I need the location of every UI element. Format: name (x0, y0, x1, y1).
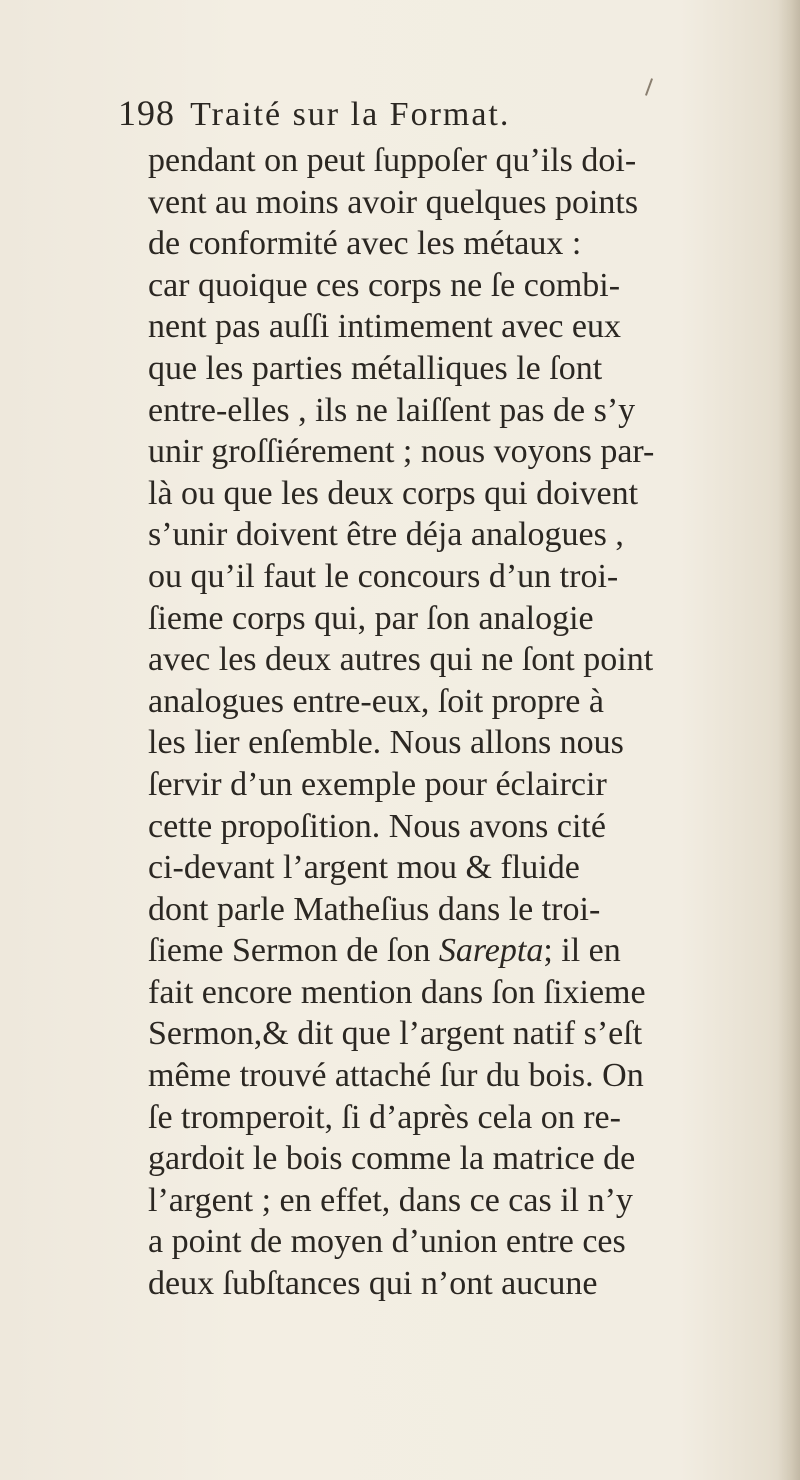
text-line: cette propoſition. Nous avons cité (148, 807, 606, 845)
text-line: analogues entre-eux, ſoit propre à (148, 682, 604, 720)
page-number: 198 (118, 93, 175, 133)
text-line: pendant on peut ſuppoſer qu’ils doi- (148, 142, 637, 179)
page-header (118, 92, 768, 142)
text-line: Sermon,& dit que l’argent natif s’eſt (148, 1015, 643, 1053)
text-line: ſieme corps qui, par ſon analogie (148, 599, 594, 637)
text-line: les lier enſemble. Nous allons nous (148, 724, 624, 762)
text-line: a point de moyen d’union entre ces (148, 1223, 626, 1261)
text-line: ſe tromperoit, ſi d’après cela on re- (148, 1098, 621, 1136)
text-line: l’argent ; en effet, dans ce cas il n’y (148, 1181, 633, 1219)
text-line: nent pas auſſi intimement avec eux (148, 308, 622, 346)
text-line: fait encore mention dans ſon ſixieme (148, 973, 646, 1011)
text-line (148, 930, 788, 972)
text-line: de conformité avec les métaux : (148, 225, 582, 263)
text-line: car quoique ces corps ne ſe combi- (148, 266, 621, 304)
text-line: que les parties métalliques le ſont (148, 349, 603, 387)
text-line: gardoit le bois comme la matrice de (148, 1140, 636, 1178)
body-text (148, 140, 788, 1305)
text-line-start: ſieme Sermon de ſon (148, 932, 431, 970)
text-line: unir groſſiérement ; nous voyons par- (148, 433, 655, 471)
italic-title: Sarepta (438, 932, 544, 970)
text-line: ou qu’il faut le concours d’un troi- (148, 557, 619, 595)
text-line: entre-elles , ils ne laiſſent pas de s’y (148, 391, 636, 429)
text-line: là ou que les deux corps qui doivent (148, 474, 639, 512)
text-line: ſervir d’un exemple pour éclaircir (148, 765, 607, 803)
text-line: vent au moins avoir quelques points (148, 183, 639, 221)
text-line: deux ſubſtances qui n’ont aucune (148, 1265, 598, 1303)
text-line-end: ; il en (543, 932, 621, 970)
text-line: ci-devant l’argent mou & fluide (148, 849, 580, 887)
text-line: s’unir doivent être déja analogues , (148, 516, 624, 554)
text-line: avec les deux autres qui ne ſont point (148, 641, 654, 679)
text-line: dont parle Matheſius dans le troi- (148, 890, 601, 928)
running-title: Traité sur la Format. (190, 96, 511, 133)
text-line: même trouvé attaché ſur du bois. On (148, 1057, 644, 1095)
